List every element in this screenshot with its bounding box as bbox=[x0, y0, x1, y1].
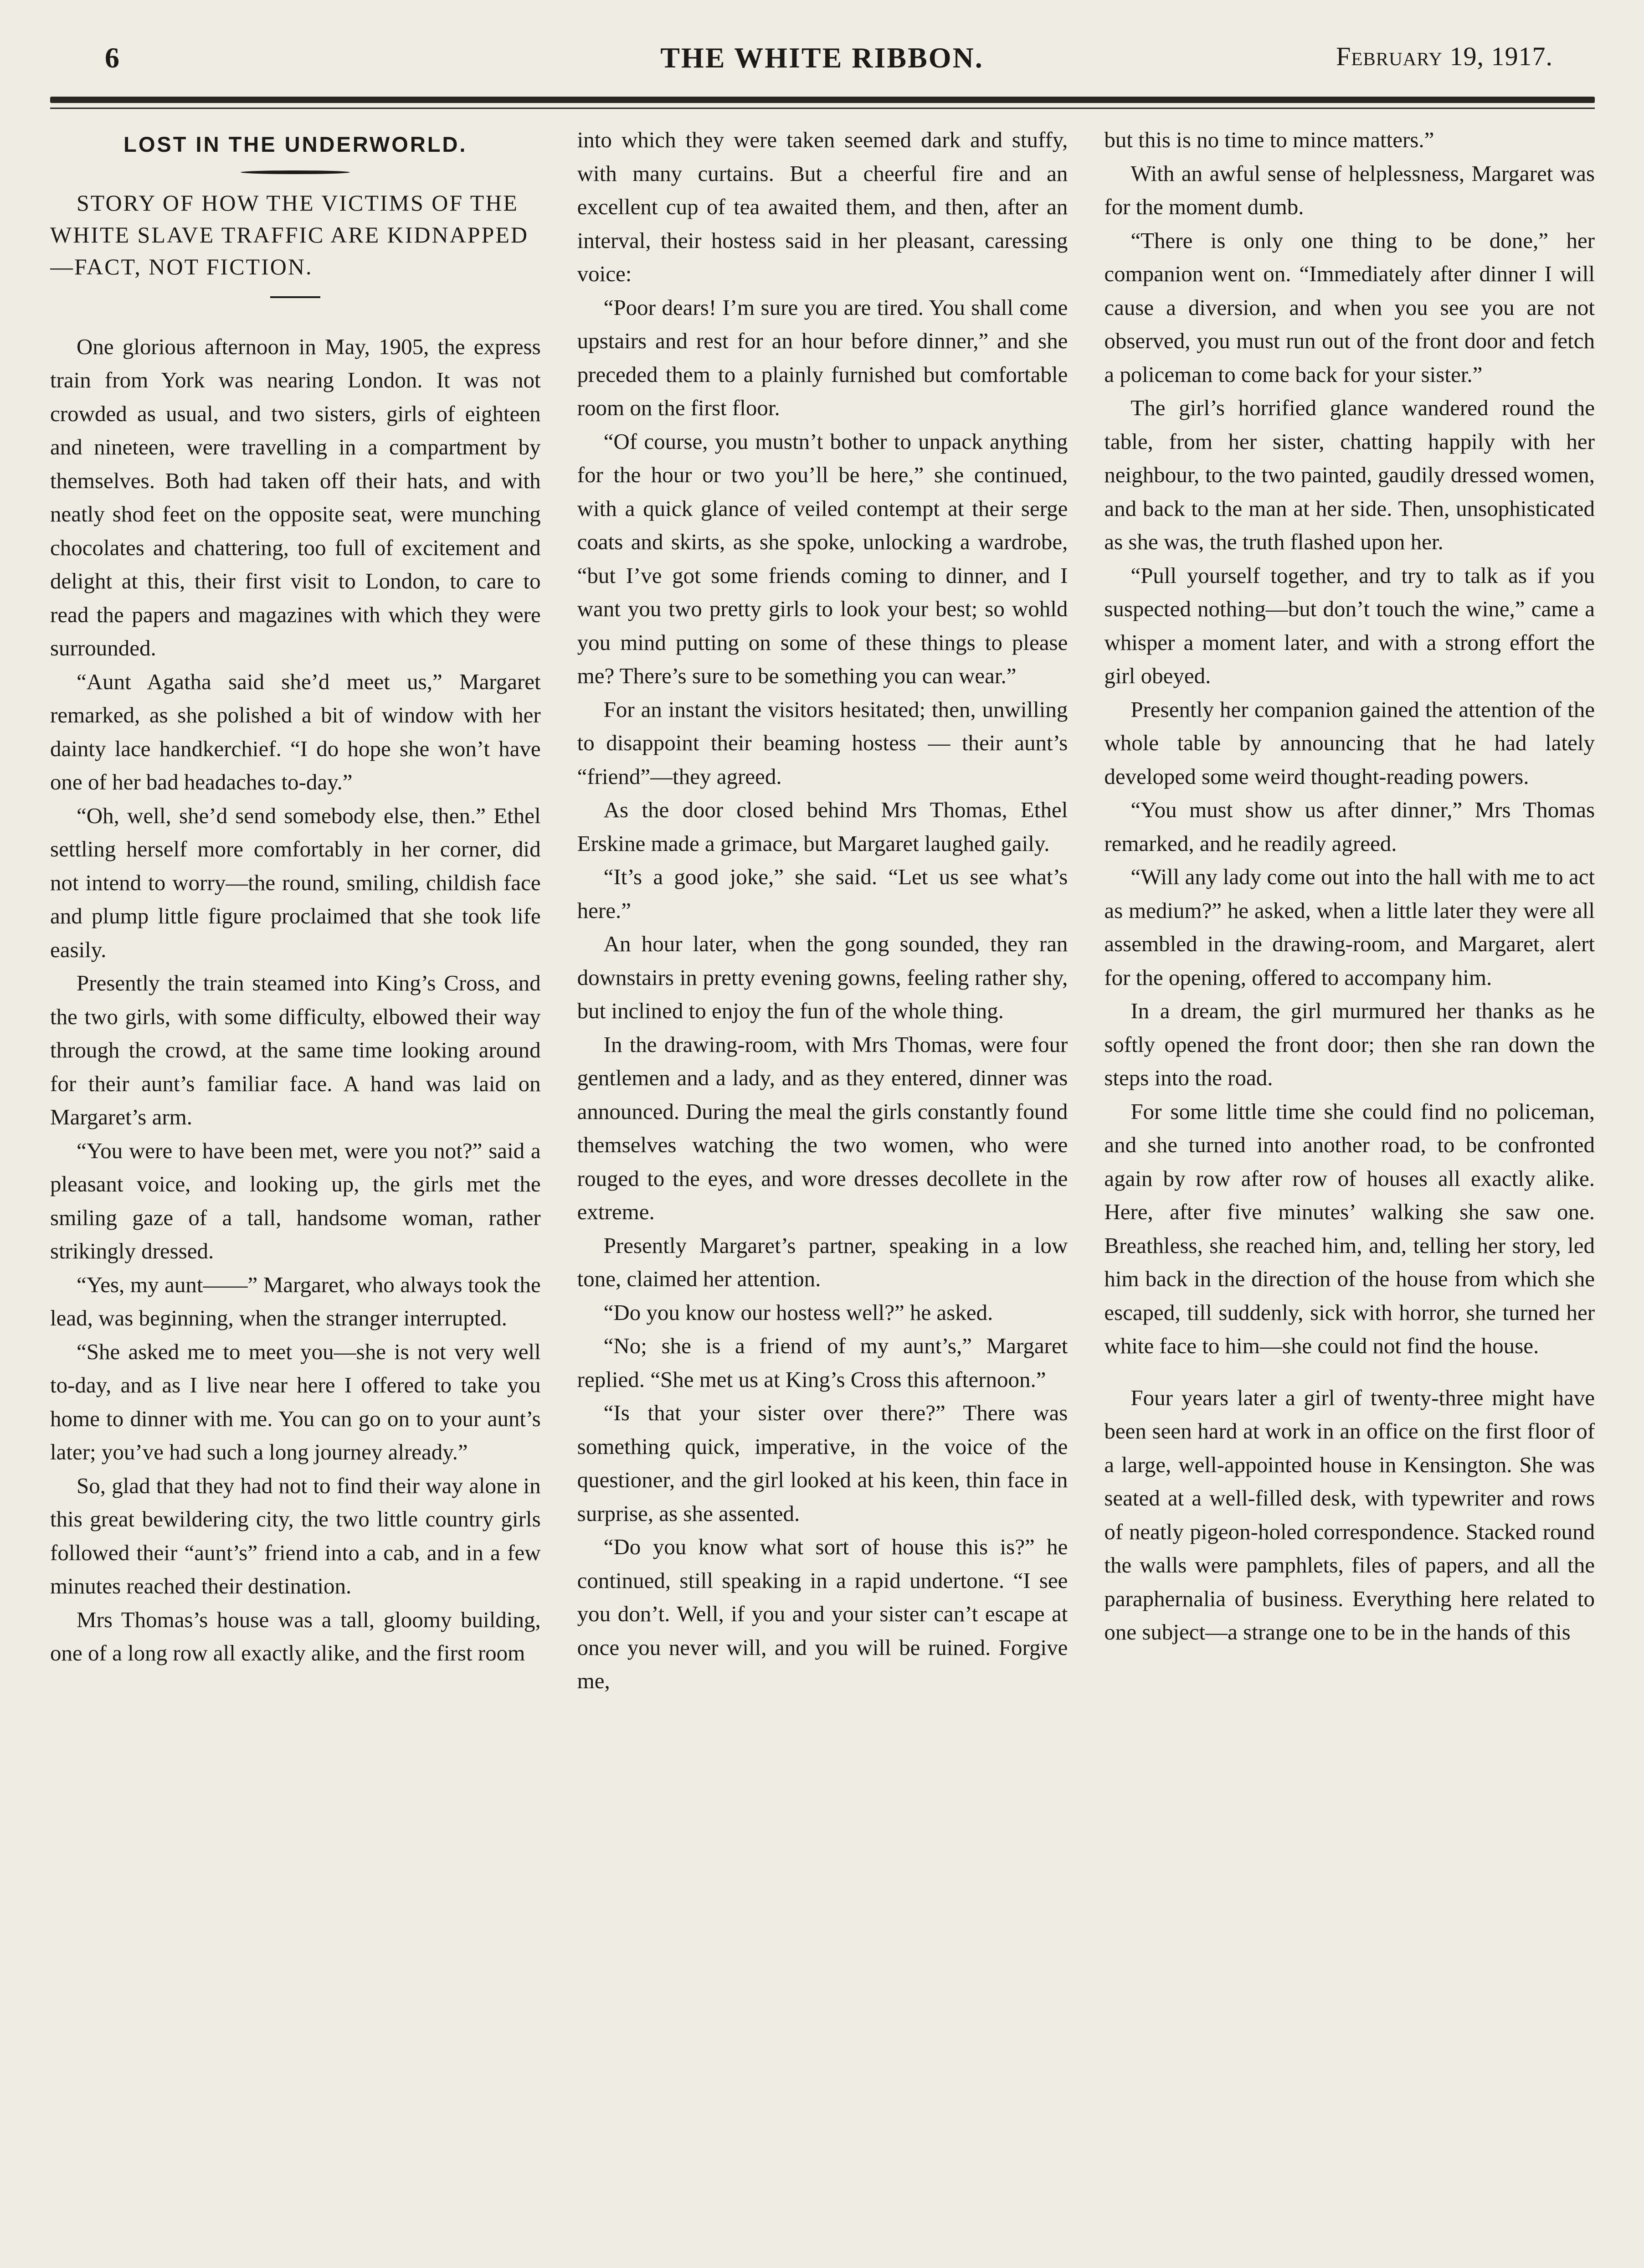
paragraph-continued: but this is no time to mince matters.” bbox=[1104, 127, 1434, 152]
paragraph: “Poor dears! I’m sure you are tired. You shall come upstairs and rest for an hour before dinner,” and she preceded them to a plainly furnished but comfortable room on the first floor. bbox=[577, 294, 1068, 420]
article-columns bbox=[50, 123, 1595, 2238]
paragraph-continued: into which they were taken seemed dark and stuffy, with many curtains. But a cheerful fire and an excellent cup of tea awaited them, and then, after an interval, their hostess said in her pleasant, caressing voice: bbox=[577, 127, 1068, 286]
column-1 bbox=[50, 123, 541, 2238]
paragraph: “No; she is a friend of my aunt’s,” Margaret replied. “She met us at King’s Cross this afternoon.” bbox=[577, 1333, 1068, 1392]
paragraph: “You must show us after dinner,” Mrs Thomas remarked, and he readily agreed. bbox=[1104, 797, 1595, 856]
header-rule bbox=[50, 97, 1595, 103]
paragraph: “Aunt Agatha said she’d meet us,” Margaret remarked, as she polished a bit of window with her dainty lace handkerchief. “I do hope she won’t have one of her bad headaches to-day.” bbox=[50, 669, 541, 794]
paragraph: Presently her companion gained the attention of the whole table by announcing that he had lately developed some weird thought-reading powers. bbox=[1104, 696, 1595, 789]
paragraph: Presently Margaret’s partner, speaking in a low tone, claimed her attention. bbox=[577, 1232, 1068, 1291]
paragraph: Four years later a girl of twenty-three might have been seen hard at work in an office on the first floor of a large, well-appointed house in Kensington. She was seated at a well-filled desk, with typewriter and rows of neatly pigeon-holed correspondence. Stacked round the walls were pamphlets, files of papers, and all the paraphernalia of business. Everything here related to one subject—a strange one to be in the hands of this bbox=[1104, 1385, 1595, 1644]
paragraph: An hour later, when the gong sounded, they ran downstairs in pretty evening gowns, feeling rather shy, but inclined to enjoy the fun of the whole thing. bbox=[577, 931, 1068, 1023]
paragraph: One glorious afternoon in May, 1905, the express train from York was nearing London. It was not crowded as usual, and two sisters, girls of eighteen and nineteen, were travelling in a compartment by themselves. Both had taken off their hats, and with neatly shod feet on the opposite seat, were munching chocolates and chattering, too full of excitement and delight at this, their first visit to London, to care to read the papers and magazines with which they were surrounded. bbox=[50, 334, 541, 660]
paragraph: “You were to have been met, were you not?” said a pleasant voice, and looking up, the girls met the smiling gaze of a tall, handsome woman, rather strikingly dressed. bbox=[50, 1138, 541, 1263]
issue-date: February 19, 1917. bbox=[1336, 41, 1553, 71]
paragraph: In the drawing-room, with Mrs Thomas, were four gentlemen and a lady, and as they entered, dinner was announced. During the meal the girls constantly found themselves watching the two women, who were rouged to the eyes, and wore dresses decollete in the extreme. bbox=[577, 1031, 1068, 1224]
paragraph: “Do you know our hostess well?” he asked. bbox=[603, 1299, 993, 1325]
paragraph: “Will any lady come out into the hall with me to act as medium?” he asked, when a little later they were all assembled in the drawing-room, and Margaret, alert for the opening, offered to accompany him. bbox=[1104, 864, 1595, 990]
paragraph: Presently the train steamed into King’s Cross, and the two girls, with some difficulty, elbowed their way through the crowd, at the same time looking around for their aunt’s familiar face. A hand was laid on Margaret’s arm. bbox=[50, 970, 541, 1129]
paragraph: In a dream, the girl murmured her thanks as he softly opened the front door; then she ran down the steps into the road. bbox=[1104, 998, 1595, 1090]
paragraph: “She asked me to meet you—she is not very well to-day, and as I live near here I offered to take you home to dinner with me. You can go on to your aunt’s later; you’ve had such a long journey already.” bbox=[50, 1339, 541, 1464]
paragraph: “Is that your sister over there?” There was something quick, imperative, in the voice of the questioner, and the girl looked at his keen, thin face in surprise, as she assented. bbox=[577, 1400, 1068, 1526]
paragraph: “Yes, my aunt——” Margaret, who always took the lead, was beginning, when the stranger interrupted. bbox=[50, 1272, 541, 1330]
column-2 bbox=[577, 123, 1068, 2238]
paragraph: “Of course, you mustn’t bother to unpack anything for the hour or two you’ll be here,” she continued, with a quick glance of veiled contempt at their serge coats and skirts, as she spoke, unlocking a wardrobe, “but I’ve got some friends coming to dinner, and I want you two pretty girls to look your best; so wohld you mind putting on some of these things to please me? There’s sure to be something you can wear.” bbox=[577, 428, 1068, 688]
paragraph: “Do you know what sort of house this is?” he continued, still speaking in a rapid undertone. “I see you don’t. Well, if you and your sister can’t escape at once you never will, and you will be ruined. Forgive me, bbox=[577, 1534, 1068, 1693]
paragraph: So, glad that they had not to find their way alone in this great bewildering city, the two little country girls followed their “aunt’s” friend into a cab, and in a few minutes reached their destination. bbox=[50, 1473, 541, 1598]
paragraph: Mrs Thomas’s house was a tall, gloomy building, one of a long row all exactly alike, and the first room bbox=[50, 1607, 541, 1665]
article-subtitle: STORY OF HOW THE VICTIMS OF THE WHITE SLAVE TRAFFIC ARE KIDNAPPED—FACT, NOT FICTION. bbox=[50, 190, 529, 279]
paragraph: For some little time she could find no policeman, and she turned into another road, to be confronted again by row after row of houses all exactly alike. Here, after five minutes’ walking she saw one. Breathless, she reached him, and, telling her story, led him back in the direction of the house from which she escaped, till suddenly, sick with horror, she turned her white face to him—she could not find the house. bbox=[1104, 1098, 1595, 1358]
paragraph: “It’s a good joke,” she said. “Let us see what’s here.” bbox=[577, 864, 1068, 923]
paragraph: “There is only one thing to be done,” her companion went on. “Immediately after dinner I will cause a diversion, and when you see you are not observed, you must run out of the front door and fetch a policeman to come back for your sister.” bbox=[1104, 227, 1595, 387]
paragraph: “Pull yourself together, and try to talk as if you suspected nothing—but don’t touch the wine,” came a whisper a moment later, and with a strong effort the girl obeyed. bbox=[1104, 562, 1595, 688]
subtitle-rule bbox=[270, 296, 320, 298]
masthead: THE WHITE RIBBON. bbox=[660, 41, 984, 74]
article-title: LOST IN THE UNDERWORLD. bbox=[123, 132, 468, 156]
header-rule-thin bbox=[50, 108, 1595, 109]
paragraph: The girl’s horrified glance wandered round the table, from her sister, chatting happily with her neighbour, to the two painted, gaudily dressed women, and back to the man at her side. Then, unsophisticated as she was, the truth flashed upon her. bbox=[1104, 395, 1595, 554]
page-header bbox=[0, 41, 1644, 91]
paragraph: With an awful sense of helplessness, Margaret was for the moment dumb. bbox=[1104, 160, 1595, 219]
paragraph: For an instant the visitors hesitated; then, unwilling to disappoint their beaming hostess — their aunt’s “friend”—they agreed. bbox=[577, 696, 1068, 789]
paragraph: “Oh, well, she’d send somebody else, then.” Ethel settling herself more comfortably in her corner, did not intend to worry—the round, smiling, childish face and plump little figure proclaimed that she took life easily. bbox=[50, 803, 541, 962]
paragraph: As the door closed behind Mrs Thomas, Ethel Erskine made a grimace, but Margaret laughed gaily. bbox=[577, 797, 1068, 856]
title-ornament bbox=[241, 170, 350, 174]
page-number: 6 bbox=[105, 41, 119, 74]
column-3 bbox=[1104, 123, 1595, 2238]
